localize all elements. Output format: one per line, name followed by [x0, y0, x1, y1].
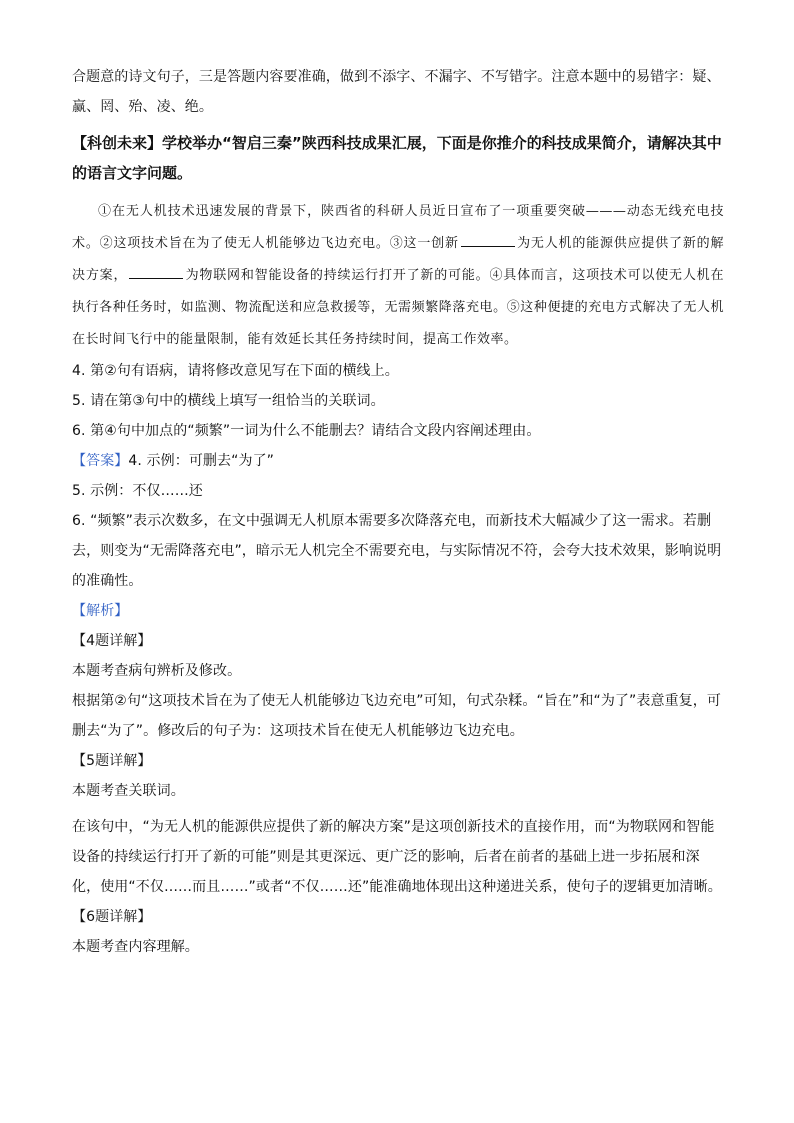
section-heading — [72, 128, 724, 188]
answer-label: 【答案】 — [72, 453, 129, 469]
question-4: 4. 第②句有语病，请将修改意见写在下面的横线上。 — [72, 363, 399, 379]
section-title: 学校举办“智启三秦”陕西科技成果汇展，下面是你推介的科技成果简介，请解决其中的语言文字问题。 — [72, 134, 722, 182]
section-tag: 【科创未来】 — [72, 134, 163, 152]
passage-part-1: ①在无人机技术迅速发展的背景下，陕西省的科研人员近日宣布了一项重要突破———动态无线充电技术。②这项技术旨在为了使无人机能够边飞边充电。③这一创新 — [72, 204, 724, 251]
fill-blank-1 — [461, 234, 515, 247]
q4-detail-p1: 本题考查病句辨析及修改。 — [72, 663, 242, 679]
question-5: 5. 请在第③句中的横线上填写一组恰当的关联词。 — [72, 393, 385, 409]
question-6: 6. 第④句中加点的“频繁”一词为什么不能删去？请结合文段内容阐述理由。 — [72, 423, 541, 439]
q4-detail-p2: 根据第②句“这项技术旨在为了使无人机能够边飞边充电”可知，句式杂糅。“旨在”和“为了”表意重复，可删去“为了”。修改后的句子为：这项技术旨在使无人机能够边飞边充电。 — [72, 693, 721, 739]
passage-part-2: 为无人机的能源供应提供了新的解决方案， — [72, 236, 724, 283]
q6-detail-p1: 本题考查内容理解。 — [72, 939, 199, 955]
passage-part-3: 为物联网和智能设备的持续运行打开了新的可能。④具体而言，这项技术可以使无人机在执行各种任务时，如监测、物流配送和应急救援等，无需频繁降落充电。⑤这种便捷的充电方式解决了无人机在长时间飞行中的能量限制，能有效延长其任务持续时间，提高工作效率。 — [72, 268, 724, 347]
answer-line-4 — [72, 446, 724, 476]
q5-detail-p1: 本题考查关联词。 — [72, 783, 185, 799]
answer-6: 6. “频繁”表示次数多，在文中强调无人机原本需要多次降落充电，而新技术大幅减少了这一需求。若删去，则变为“无需降落充电”，暗示无人机完全不需要充电，与实际情况不符，会夸大技术效果，影响说明的准确性。 — [72, 513, 722, 589]
q5-detail-p2: 在该句中，“为无人机的能源供应提供了新的解决方案”是这项创新技术的直接作用，而“为物联网和智能设备的持续运行打开了新的可能”则是其更深远、更广泛的影响，后者在前者的基础上进一步拓展和深化，使用“不仅……而且……”或者“不仅……还”能准确地体现出这种递进关系，使句子的逻辑更加清晰。 — [72, 819, 722, 895]
q6-detail-heading: 【6题详解】 — [72, 909, 152, 925]
intro-line-2: 赢、罔、殆、凌、绝。 — [72, 99, 213, 115]
answer-4: 4. 示例：可删去“为了” — [128, 453, 275, 469]
intro-line-1: 合题意的诗文句子，三是答题内容要准确，做到不添字、不漏字、不写错字。注意本题中的易错字：疑、 — [72, 69, 721, 85]
analysis-label: 【解析】 — [72, 603, 129, 619]
q5-detail-heading: 【5题详解】 — [72, 753, 152, 769]
q4-detail-heading: 【4题详解】 — [72, 633, 152, 649]
document-page — [72, 62, 724, 962]
reading-passage — [72, 196, 724, 356]
answer-5: 5. 示例：不仅……还 — [72, 483, 203, 499]
fill-blank-2 — [129, 266, 183, 279]
